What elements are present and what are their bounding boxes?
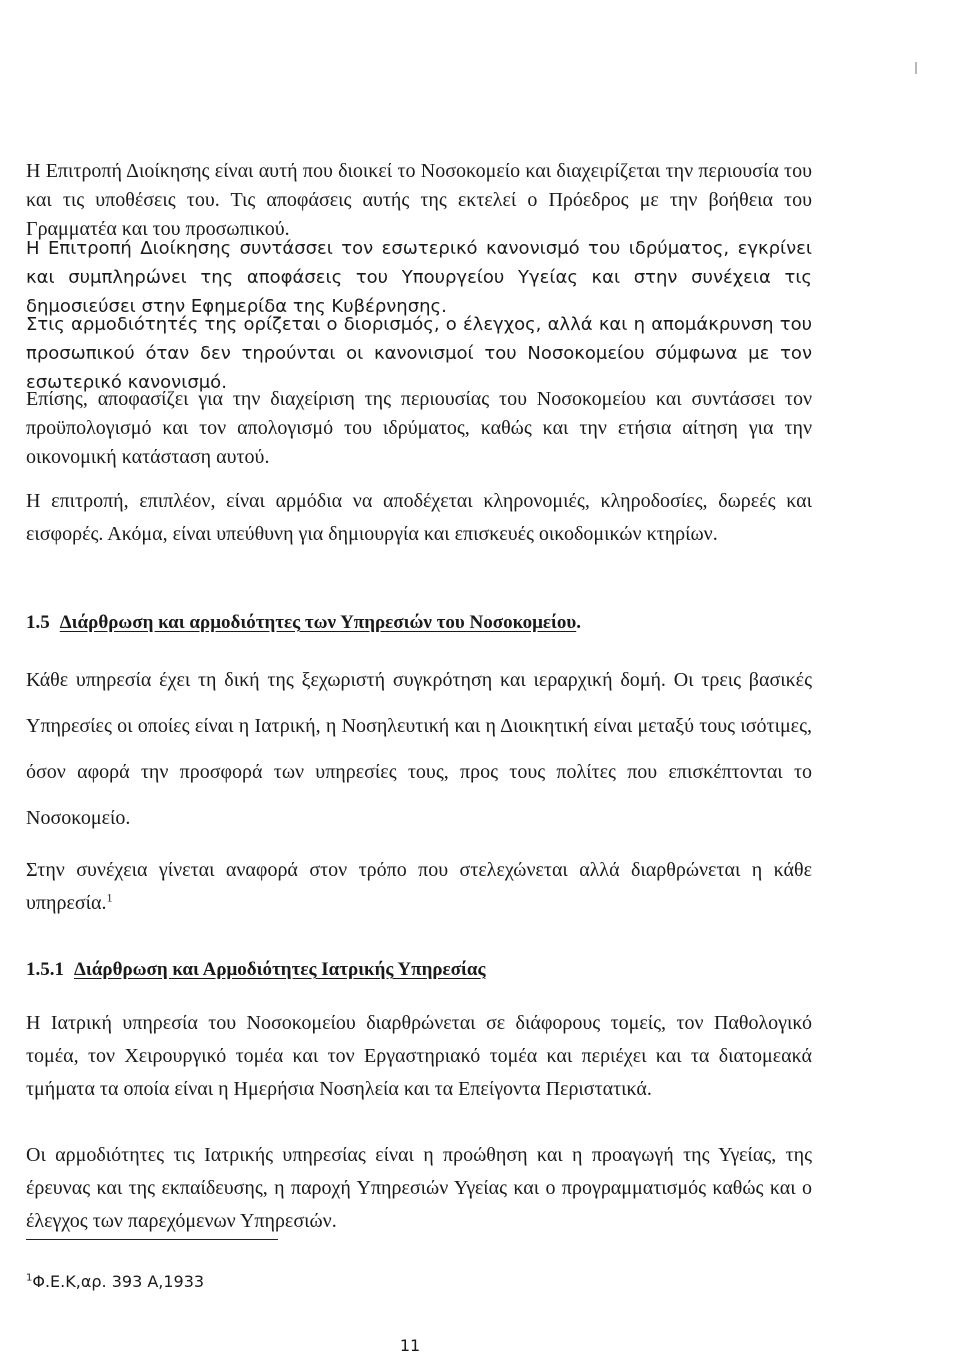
paragraph-committee-budget: Επίσης, αποφασίζει για την διαχείριση της περιουσίας του Νοσοκομείου και συντάσσει τον προϋπολογισμό και τον απολογισμό του ιδρύματος, καθώς και την ετήσια αίτηση για την οικονομική κατάσταση αυτού.: [26, 388, 812, 468]
page-number: 11: [399, 1336, 421, 1355]
section-heading-1-5: [26, 610, 581, 636]
footnote-separator: [26, 1239, 278, 1240]
paragraph-services-intro: [26, 854, 812, 920]
footnote-reference: 1: [106, 890, 113, 905]
paragraph-committee-staffing: Στις αρμοδιότητές της ορίζεται ο διορισμός, ο έλεγχος, αλλά και η απομάκρυνση του προσωπικού όταν δεν τηρούνται οι κανονισμοί του Νοσοκομείου σύμφωνα με τον εσωτερικό κανονισμό.: [26, 314, 812, 393]
subsection-title: Διάρθρωση και Αρμοδιότητες Ιατρικής Υπηρεσίας: [74, 959, 486, 980]
subsection-number: 1.5.1: [26, 959, 64, 980]
section-number: 1.5: [26, 612, 50, 633]
paragraph-committee-regulation: Η Επιτροπή Διοίκησης συντάσσει τον εσωτερικό κανονισμό του ιδρύματος, εγκρίνει και συμπληρώνει της αποφάσεις του Υπουργείου Υγείας και στην συνέχεια τις δημοσιεύσει στην Εφημερίδα της Κυβέρνησης.: [26, 238, 812, 317]
paragraph-committee-role: Η Επιτροπή Διοίκησης είναι αυτή που διοικεί το Νοσοκομείο και διαχειρίζεται την περιουσία του και τις υποθέσεις του. Τις αποφάσεις αυτής της εκτελεί ο Πρόεδρος με την βοήθεια του Γραμματέα και του προσωπικού.: [26, 160, 812, 240]
footnote: [26, 1272, 204, 1291]
section-title: Διάρθρωση και αρμοδιότητες των Υπηρεσιών του Νοσοκομείου: [59, 612, 577, 633]
paragraph-services-structure: Κάθε υπηρεσία έχει τη δική της ξεχωριστή συγκρότηση και ιεραρχική δομή. Οι τρεις βασικές Υπηρεσίες οι οποίες είναι η Ιατρική, η Νοσηλευτική και η Διοικητική είναι μεταξύ τους ισότιμες, όσον αφορά την προσφορά των υπηρεσίες τους, προς τους πολίτες που επισκέπτονται το Νοσοκομείο.: [26, 669, 812, 829]
footnote-marker: 1: [26, 1272, 33, 1284]
footnote-text: Φ.Ε.Κ,αρ. 393 Α,1933: [32, 1272, 205, 1291]
paragraph-committee-donations: Η επιτροπή, επιπλέον, είναι αρμόδια να αποδέχεται κληρονομιές, κληροδοσίες, δωρεές και εισφορές. Ακόμα, είναι υπεύθυνη για δημιουργία και επισκευές οικοδομικών κτηρίων.: [26, 490, 812, 545]
paragraph-medical-sectors: Η Ιατρική υπηρεσία του Νοσοκομείου διαρθρώνεται σε διάφορους τομείς, τον Παθολογικό τομέα, τον Χειρουργικό τομέα και τον Εργαστηριακό τομέα και περιέχει και τα διατομεακά τμήματα τα οποία είναι η Ημερήσια Νοσηλεία και τα Επείγοντα Περιστατικά.: [26, 1012, 812, 1100]
scan-edge-mark: [915, 62, 920, 74]
section-title-trail: .: [576, 612, 581, 633]
paragraph-services-intro-text: Στην συνέχεια γίνεται αναφορά στον τρόπο που στελεχώνεται αλλά διαρθρώνεται η κάθε υπηρεσία.: [26, 859, 812, 914]
section-heading-1-5-1: [26, 957, 486, 983]
paragraph-medical-responsibilities: Οι αρμοδιότητες τις Ιατρικής υπηρεσίας είναι η προώθηση και η προαγωγή της Υγείας, της έρευνας και της εκπαίδευσης, η παροχή Υπηρεσιών Υγείας και ο προγραμματισμός καθώς και ο έλεγχος των παρεχόμενων Υπηρεσιών.: [26, 1144, 812, 1232]
